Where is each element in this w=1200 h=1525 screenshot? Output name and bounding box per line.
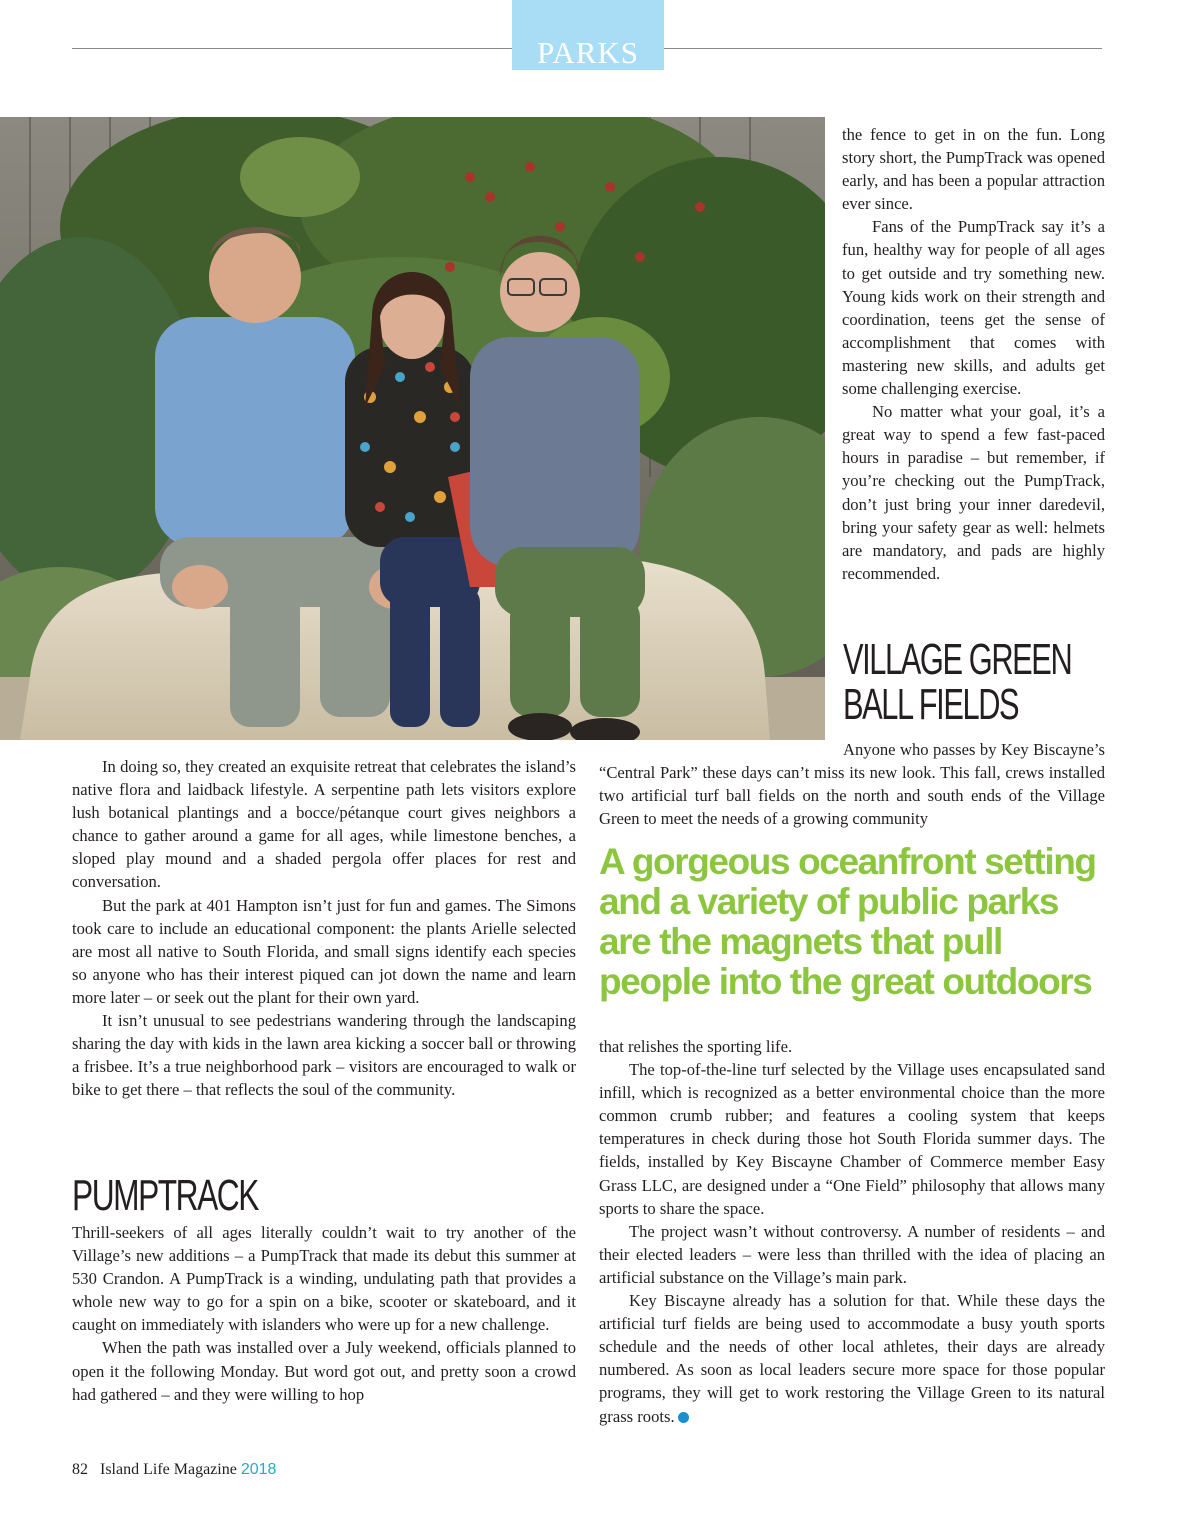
body-paragraph: Thrill-seekers of all ages literally couldn’t wait to try another of the Village’s new additions – a PumpTrack that made its debut this summer at 530 Crandon. A PumpTrack is a winding, undulating path that provides a whole new way to go for a spin on a bike, scooter or skateboard, and it caught on immediately with islanders who were up for a new challenge. <box>72 1223 576 1335</box>
village-intro-text <box>599 738 1105 830</box>
magazine-name: Island Life Magazine <box>100 1461 237 1478</box>
body-paragraph: that relishes the sporting life. <box>599 1037 793 1056</box>
photo-three-people-sitting-on-rock-icon <box>0 117 825 740</box>
village-green-heading <box>843 637 1071 727</box>
feature-photo <box>0 117 825 740</box>
village-green-heading-line1: VILLAGE GREEN <box>843 635 1072 684</box>
final-paragraph-text: Key Biscayne already has a solution for that. While these days the artificial turf fields are being used to accommodate a busy youth sports schedule and the needs of other local athletes, their days are already numbered. As soon as local leaders secure more space for those popular programs, they will get to work restoring the Village Green to its natural grass roots. <box>599 1291 1105 1426</box>
magazine-year: 2018 <box>240 1461 277 1478</box>
footer-folio <box>72 1461 276 1479</box>
body-paragraph: The top-of-the-line turf selected by the Village uses encapsulated sand infill, which is recognized as a better environmental choice than the more common crumb rubber; and features a cooling system that keeps temperatures in check during those hot South Florida summer days. The fields, installed by Key Biscayne Chamber of Commerce member Easy Grass LLC, are designed under a “One Field” philosophy that allows many sports to share the space. <box>599 1060 1105 1218</box>
body-paragraph: It isn’t unusual to see pedestrians wandering through the landscaping sharing the day with kids in the lawn area kicking a soccer ball or throwing a frisbee. It’s a true neighborhood park – visitors are encouraged to walk or bike to get there – that reflects the soul of the community. <box>72 1011 576 1100</box>
right-column-top-text <box>842 123 1105 585</box>
body-paragraph: the fence to get in on the fun. Long story short, the PumpTrack was opened early, and has been a popular attraction ever since. <box>842 125 1105 214</box>
body-paragraph: The project wasn’t without controversy. A number of residents – and their elected leaders – were less than thrilled with the idea of placing an artificial substance on the Village’s main park. <box>599 1221 1105 1287</box>
right-column-bottom-text <box>599 1035 1105 1428</box>
body-paragraph: No matter what your goal, it’s a great way to spend a few fast-paced hours in paradise – but remember, if you’re checking out the PumpTrack, don’t just bring your inner daredevil, bring your safety gear as well: helmets are mandatory, and pads are highly recommended. <box>842 402 1105 583</box>
pumptrack-text <box>72 1221 576 1406</box>
end-mark-icon <box>678 1412 689 1423</box>
village-intro-paragraph: Anyone who passes by Key Biscayne’s “Central Park” these days can’t miss its new look. This fall, crews installed two artificial turf ball fields on the north and south ends of the Village Green to meet the needs of a growing community <box>599 740 1105 829</box>
body-paragraph: Fans of the PumpTrack say it’s a fun, healthy way for people of all ages to get outside and try something new. Young kids work on their strength and coordination, teens get the sense of accomplishment that comes with mastering new skills, and adults get some challenging exercise. <box>842 217 1105 399</box>
left-column-text <box>72 755 576 1101</box>
body-paragraph: When the path was installed over a July weekend, officials planned to open it the following Monday. But word got out, and pretty soon a crowd had gathered – and they were willing to hop <box>72 1338 576 1404</box>
header-rule-left <box>72 48 512 49</box>
pumptrack-heading: PUMPTRACK <box>72 1171 258 1220</box>
header-rule-right <box>664 48 1102 49</box>
body-paragraph <box>599 1289 1105 1428</box>
body-paragraph: But the park at 401 Hampton isn’t just for fun and games. The Simons took care to include an educational component: the plants Arielle selected are most all native to South Florida, and small signs identify each species so anyone who has their interest piqued can jot down the name and learn more later – or seek out the plant for their own yard. <box>72 895 576 1007</box>
page-number: 82 <box>72 1461 88 1478</box>
body-paragraph: In doing so, they created an exquisite retreat that celebrates the island’s native flora and laidback lifestyle. A serpentine path lets visitors explore lush botanical plantings and a bocce/pétanque court gives neighbors a chance to gather around a game for all ages, while limestone benches, a sloped play mound and a shaded pergola offer places for rest and conversation. <box>72 757 576 892</box>
section-tab: PARKS <box>512 0 664 70</box>
village-green-heading-line2: BALL FIELDS <box>843 680 1019 729</box>
pull-quote: A gorgeous oceanfront setting and a variety of public parks are the magnets that pull people into the great outdoors <box>599 841 1096 1002</box>
